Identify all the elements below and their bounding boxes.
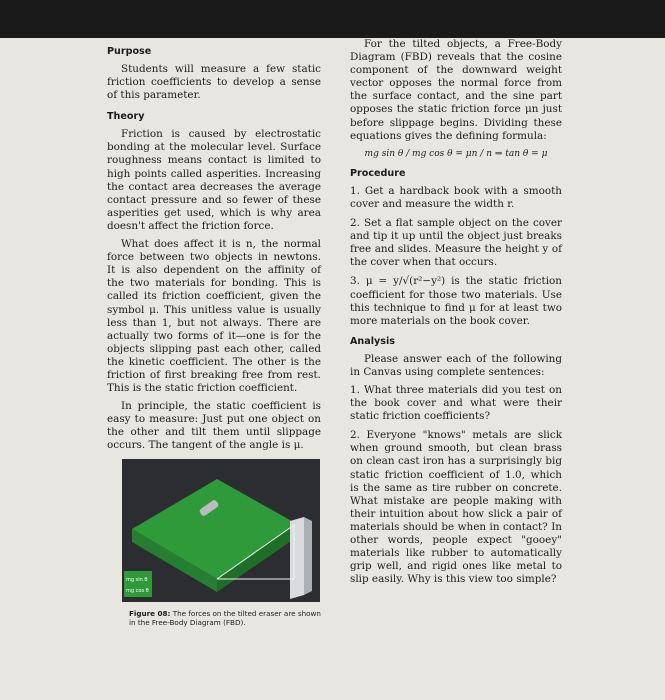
purpose-heading: Purpose [107,46,152,57]
procedure-step-2: 2. Set a flat sample object on the cover and tip it up until the object just breaks free and slides. Measure the height y of the cover when that occurs. [350,217,562,269]
analysis-intro: Please answer each of the following in Canvas using complete sentences: [350,352,562,378]
procedure-heading: Procedure [350,167,406,179]
analysis-heading: Analysis [350,335,395,347]
fbd-label-sin: mg sin θ [126,576,148,583]
defining-formula: mg sin θ / mg cos θ = μn / n ⇒ tan θ = μ [364,148,548,159]
left-column [107,46,321,628]
fbd-illustration [122,459,320,602]
fbd-label-cos: mg cos θ [126,587,149,594]
analysis-questions [350,384,562,586]
theory-heading: Theory [107,111,145,123]
procedure-step-3: 3. μ = y/√(r²−y²) is the static friction coefficient for those two materials. Use this technique to find μ for at least two more materials on the book cover. [350,275,562,327]
analysis-question-2: 2. Everyone "knows" metals are slick when ground smooth, but clean brass on clean cast iron has a surprisingly big static friction coefficient of 1.0, which is the same as tire rubber on concrete. What mistake are people making with their intuition about how slick a pair of materials should be when in contact? In other words, people expect "gooey" materials like rubber to automatically grip well, and rigid ones like metal to slip easily. Why is this view too simple? [350,429,562,586]
figure-caption-text: The forces on the tilted eraser are shown in the Free-Body Diagram (FBD). [129,608,321,628]
support-block [290,517,304,599]
purpose-text: Students will measure a few static friction coefficients to develop a sense of this parameter. [107,63,321,102]
procedure-step-1: 1. Get a hardback book with a smooth cover and measure the width r. [350,184,562,210]
theory-paragraph-3: In principle, the static coefficient is easy to measure: Just put one object on the other and tilt them until slippage occurs. The tangent of the angle is μ. [107,400,321,452]
figure-caption [129,609,321,628]
document-page [0,38,665,700]
figure-caption-label: Figure 08: [129,608,171,618]
right-column [350,38,562,592]
fbd-intro-text: For the tilted objects, a Free-Body Diagram (FBD) reveals that the cosine component of the downward weight vector opposes the normal force from the surface contact, and the sine part opposes the static friction force μn just before slippage begins. Dividing these equations gives the defining formula: [350,38,562,142]
tilted-eraser-figure [122,459,320,602]
theory-paragraph-2: What does affect it is n, the normal force between two objects in newtons. It is also dependent on the affinity of the two materials for bonding. This is called its friction coefficient, given the symbol μ. This unitless value is usually less than 1, but not always. There are actually two forms of it—one is for the objects slipping past each other, called the kinetic coefficient. The other is the friction of first breaking free from rest. This is the static friction coefficient. [107,238,321,395]
theory-paragraph-1: Friction is caused by electrostatic bonding at the molecular level. Surface roughness means contact is limited to high points called asperities. Increasing the contact area decreases the average contact pressure and so fewer of these asperities get used, which is why area doesn't affect the friction force. [107,128,321,232]
procedure-list [350,185,562,328]
analysis-question-1: 1. What three materials did you test on the book cover and what were their static friction coefficients? [350,383,562,423]
